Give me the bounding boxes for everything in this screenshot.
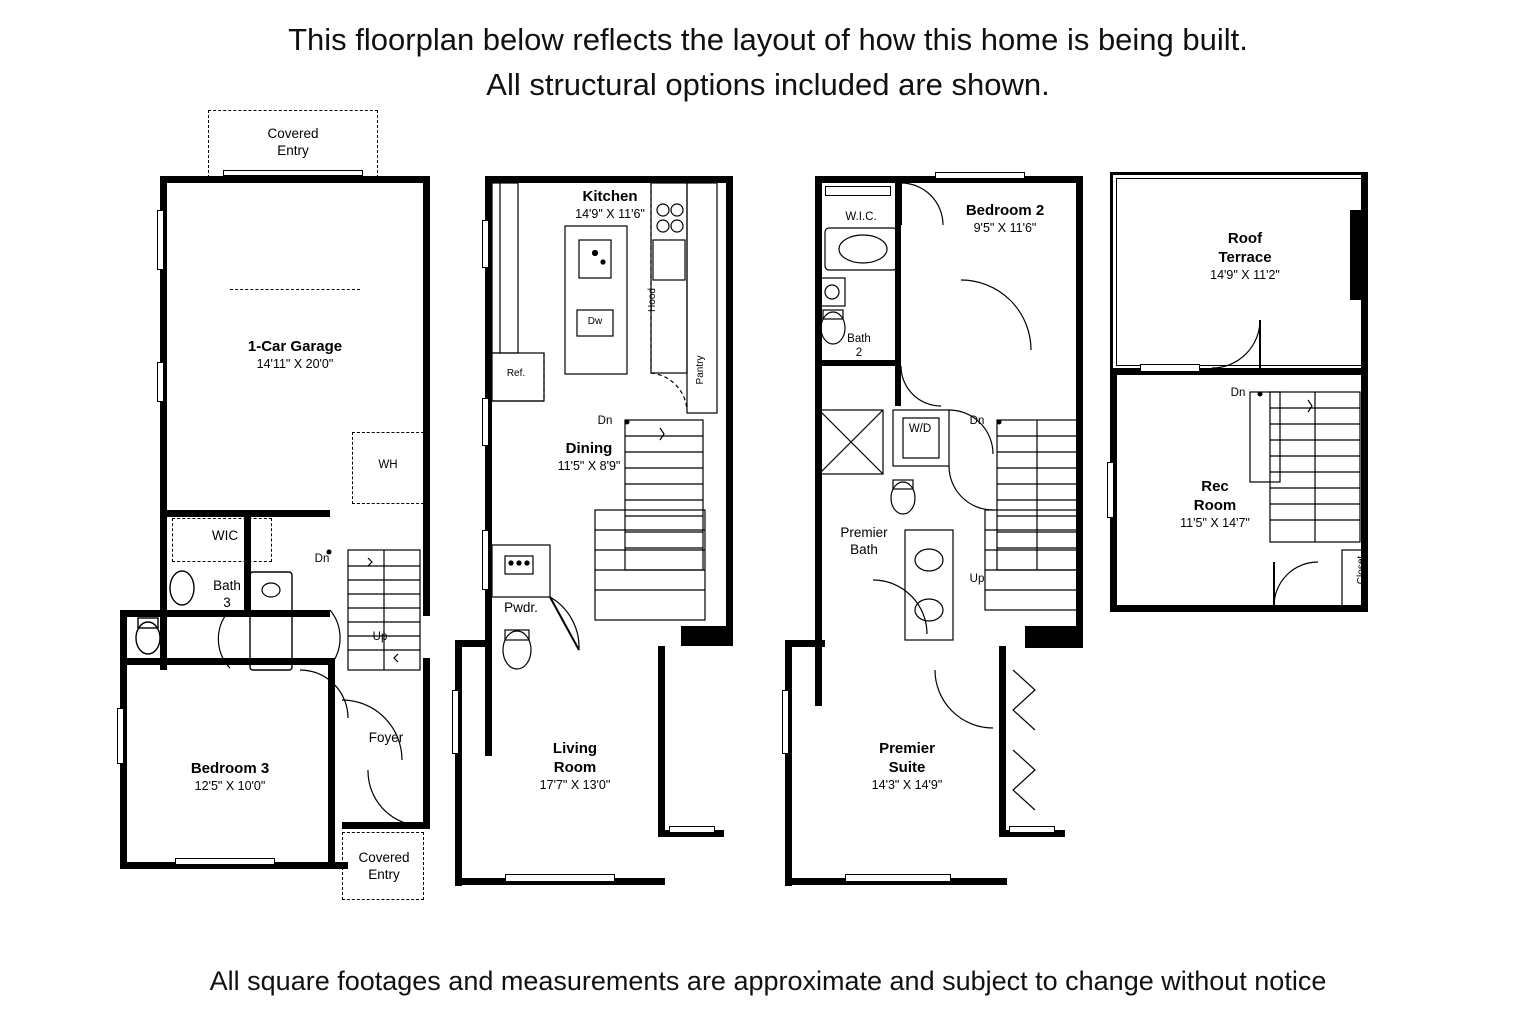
f2-window-bottom (505, 874, 615, 882)
bedroom3-wall-right (328, 658, 335, 868)
f2-wall-livingroom-top (455, 640, 492, 647)
floor-1-plan (120, 110, 450, 910)
stair-down-label-f3: Dn (969, 415, 985, 427)
f3-window-suite-bottom (845, 874, 951, 882)
living-room-label: Living Room 17'7" X 13'0" (539, 740, 611, 792)
bedroom3-window-bottom (175, 858, 275, 865)
closet-label-f4: Closet (1356, 555, 1367, 585)
rec-room-label: Rec Room 11'5" X 14'7" (1180, 478, 1250, 530)
f3-suite-wall-top (785, 640, 825, 647)
garage-label: 1-Car Garage 14'11" X 20'0" (247, 338, 343, 371)
kitchen-label: Kitchen 14'9" X 11'6" (575, 188, 645, 221)
f2-wall-livingroom-right (658, 646, 665, 836)
wic-label-f3: W.I.C. (845, 211, 877, 223)
bath2-label: Bath 2 (847, 333, 871, 360)
stair-down-label-f4: Dn (1230, 387, 1246, 399)
f3-window-suite-step (1009, 826, 1055, 833)
f3-suite-wall-right (999, 646, 1006, 836)
page-header (0, 18, 1536, 108)
f2-window-ll (452, 690, 459, 754)
stair-up-label-f3: Up (969, 573, 985, 585)
f3-window-suite-left (782, 690, 789, 754)
roof-terrace-label: Roof Terrace 14'9" X 11'2" (1210, 230, 1280, 282)
floorplan-canvas (0, 110, 1536, 930)
hood-label: Hood (647, 288, 658, 312)
header-line-1: This floorplan below reflects the layout of how this home is being built. (288, 22, 1248, 57)
stair-up-label-f1: Up (372, 631, 388, 643)
f3-suite-wall-left (785, 640, 792, 886)
foyer-wall-right (423, 658, 430, 828)
covered-entry-lower-label: Covered Entry (358, 850, 410, 882)
floor-3-plan (785, 110, 1095, 910)
f2-wall-livingroom-left (455, 640, 462, 886)
stair-down-label-f2: Dn (597, 415, 613, 427)
dining-label: Dining 11'5" X 8'9" (557, 440, 621, 473)
pantry-label: Pantry (695, 355, 706, 385)
foyer-label: Foyer (368, 730, 404, 745)
bath3-label: Bath 3 (213, 578, 241, 610)
page-footer: All square footages and measurements are approximate and subject to change without notice (209, 966, 1327, 996)
powder-label: Pwdr. (504, 600, 538, 615)
covered-entry-label: Covered Entry (267, 126, 319, 158)
dishwasher-label: Dw (587, 316, 603, 327)
f2-wall-solid-right (681, 626, 733, 646)
f2-window-step (669, 826, 715, 833)
premier-bath-label: Premier Bath (840, 525, 888, 557)
floor-4-plan (1110, 110, 1410, 910)
premier-suite-label: Premier Suite 14'3" X 14'9" (871, 740, 943, 792)
floor-2-plan (455, 110, 765, 910)
stair-down-label-f1: Dn (314, 553, 330, 565)
water-heater-label: WH (378, 459, 398, 471)
refrigerator-label: Ref. (506, 368, 526, 379)
washer-dryer-label: W/D (908, 423, 932, 435)
bedroom2-label: Bedroom 2 9'5" X 11'6" (965, 202, 1045, 235)
bedroom3-label: Bedroom 3 12'5" X 10'0" (190, 760, 270, 793)
bedroom3-window-left (117, 708, 124, 764)
header-line-2: All structural options included are shown. (486, 66, 1050, 102)
foyer-wall-bottom (342, 822, 430, 829)
wic-label: WIC (211, 528, 239, 543)
f3-wall-solid-right (1025, 626, 1083, 648)
